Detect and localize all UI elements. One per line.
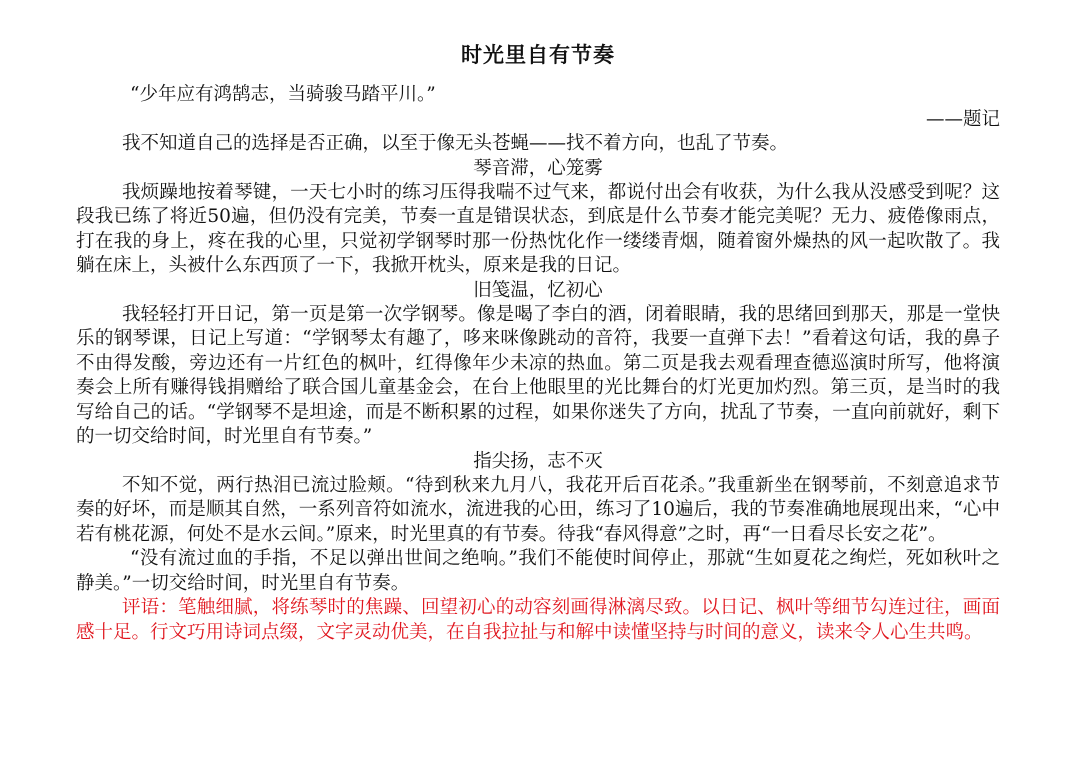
essay-title: 时光里自有节奏 [461, 42, 615, 67]
teacher-comment: 评语：笔触细腻，将练琴时的焦躁、回望初心的动容刻画得淋漓尽致。以日记、枫叶等细节勾连过往，画面感十足。行文巧用诗词点缀，文字灵动优美，在自我拉扯与和解中读懂坚持与时间的意义，读来令人心生共鸣。 [76, 597, 1000, 643]
epigraph-attribution: ——题记 [925, 109, 1000, 130]
section-heading: 指尖扬，志不灭 [473, 450, 603, 472]
section-paragraph: 不知不觉，两行热泪已流过脸颊。“待到秋来九月八，我花开后百花杀。”我重新坐在钢琴前，不刻意追求节奏的好坏，而是顺其自然，一系列音符如流水，流进我的心田，练习了10遍后，我的节奏准确地展现出来，“心中若有桃花源，何处不是水云间。”原来，时光里真的有节奏。待我“春风得意”之时，再“一日看尽长安之花”。 [76, 474, 1000, 545]
section-paragraph: 我烦躁地按着琴键，一天七小时的练习压得我喘不过气来，都说付出会有收获，为什么我从没感受到呢？这段我已练了将近50遍，但仍没有完美，节奏一直是错误状态，到底是什么节奏才能完美呢？无力、疲倦像雨点，打在我的身上，疼在我的心里，只觉初学钢琴时那一份热忱化作一缕缕青烟，随着窗外燥热的风一起吹散了。我躺在床上，头被什么东西顶了一下，我掀开枕头，原来是我的日记。 [76, 181, 1000, 276]
intro-paragraph: 我不知道自己的选择是否正确，以至于像无头苍蝇——找不着方向，也乱了节奏。 [122, 133, 789, 154]
section-2 [76, 279, 1000, 450]
section-paragraph: 我轻轻打开日记，第一页是第一次学钢琴。像是喝了李白的酒，闭着眼睛，我的思绪回到那天，那是一堂快乐的钢琴课，日记上写道：“学钢琴太有趣了，哆来咪像跳动的音符，我要一直弹下去！”看着这句话，我的鼻子不由得发酸，旁边还有一片红色的枫叶，红得像年少未凉的热血。第二页是我去观看理查德巡演时所写，他将演奏会上所有赚得钱捐赠给了联合国儿童基金会，在台上他眼里的光比舞台的灯光更加灼烈。第三页，是当时的我写给自己的话。“学钢琴不是坦途，而是不断积累的过程，如果你迷失了方向，扰乱了节奏，一直向前就好，剩下的一切交给时间，时光里自有节奏。” [76, 303, 1000, 447]
essay-page [76, 38, 1000, 645]
section-1 [76, 157, 1000, 279]
section-3 [76, 450, 1000, 597]
section-heading: 琴音滞，心笼雾 [473, 157, 603, 179]
section-heading: 旧笺温，忆初心 [473, 279, 603, 301]
closing-paragraph: “没有流过血的手指，不足以弹出世间之绝响。”我们不能使时间停止，那就“生如夏花之绚烂，死如秋叶之静美。”一切交给时间，时光里自有节奏。 [76, 548, 1000, 594]
epigraph-quote: “少年应有鸿鹄志，当骑骏马踏平川。” [130, 84, 436, 105]
